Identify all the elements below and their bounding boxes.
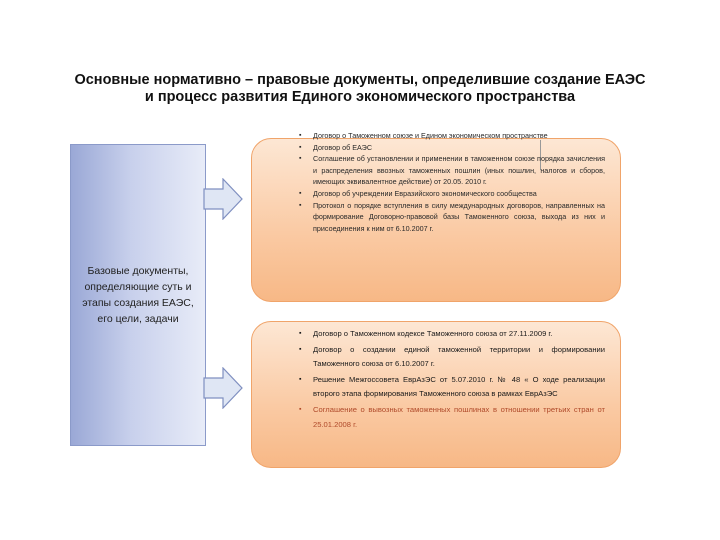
base-documents-box <box>70 144 206 446</box>
arrow-right-bottom-icon <box>203 367 243 409</box>
top-documents-list <box>297 130 605 234</box>
list-item: ▪ Договор об учреждении Евразийского экономического сообщества <box>297 188 605 200</box>
base-documents-label: Базовые документы, определяющие суть и этапы создания ЕАЭС, его цели, задачи <box>82 265 194 325</box>
list-item: ▪ Договор о создании единой таможенной территории и формировании Таможенного союза от 6.10.2007 г. <box>297 343 605 372</box>
list-item: ▪ Соглашение об установлении и применении в таможенном союзе порядка зачисления и распределения ввозных таможенных пошлин (иных пошлин, налогов и сборов, имеющих эквивалентное действие) от 20.05. 2010 г. <box>297 153 605 188</box>
list-item: ▪ Протокол о порядке вступления в силу международных договоров, направленных на формирование Договорно-правовой базы Таможенного союза, выхода из них и присоединения к ним от 6.10.2007 г. <box>297 200 605 235</box>
arrow-right-top-icon <box>203 178 243 220</box>
list-item: ▪ Договор о Таможенном союзе и Едином экономическом пространстве <box>297 130 605 142</box>
list-item: ▪ Договор об ЕАЭС <box>297 142 605 154</box>
bottom-documents-list <box>297 327 605 433</box>
list-item: ▪ Решение Межгоссовета ЕврАзЭС от 5.07.2010 г. № 48 « О ходе реализации второго этапа формирования Таможенного союза в рамках ЕврАзЭС <box>297 373 605 402</box>
list-item: ▪ Соглашение о вывозных таможенных пошлинах в отношении третьих стран от 25.01.2008 г. <box>297 403 605 432</box>
list-item: ▪ Договор о Таможенном кодексе Таможенного союза от 27.11.2009 г. <box>297 327 605 342</box>
title-line-1: Основные нормативно – правовые документы, определившие создание ЕАЭС <box>74 72 646 88</box>
title-line-2: и процесс развития Единого экономического пространства <box>144 89 576 105</box>
page-title <box>30 72 690 106</box>
